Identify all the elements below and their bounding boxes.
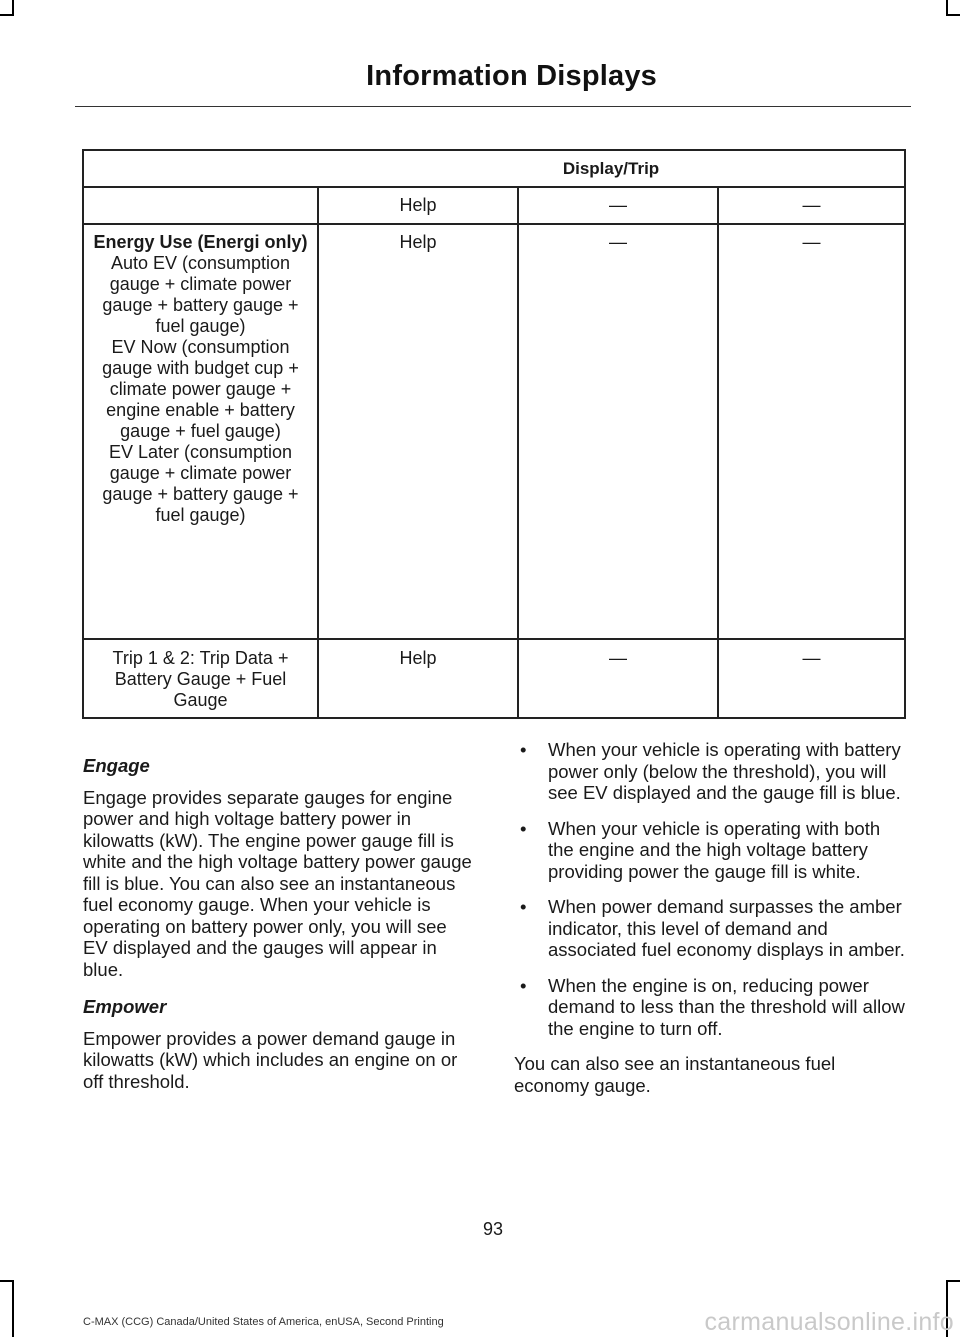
list-item bbox=[514, 975, 909, 1040]
header-divider bbox=[75, 106, 911, 107]
watermark-logo: carmanualsonline.info bbox=[704, 1308, 954, 1336]
bullet-icon: • bbox=[520, 739, 527, 760]
list-item bbox=[514, 896, 909, 961]
gauge-bullet-list bbox=[514, 739, 909, 1039]
table-cell-help: Help bbox=[318, 639, 518, 718]
bullet-text: When your vehicle is operating with both the engine and the high voltage battery providing power the gauge fill is white. bbox=[548, 817, 881, 882]
table-cell-feature bbox=[83, 224, 318, 639]
table-cell-dash: — bbox=[518, 224, 718, 639]
empower-paragraph: Empower provides a power demand gauge in kilowatts (kW) which includes an engine on or off threshold. bbox=[83, 1027, 458, 1092]
feature-title: Energy Use (Energi only) bbox=[93, 232, 308, 252]
page-title: Information Displays bbox=[366, 60, 657, 92]
list-item bbox=[514, 739, 909, 804]
crop-mark bbox=[12, 0, 14, 15]
crop-mark bbox=[946, 14, 960, 16]
bullet-text: When the engine is on, reducing power demand to less than the threshold will allow the engine to turn off. bbox=[548, 974, 905, 1039]
crop-mark bbox=[946, 0, 948, 15]
bullet-icon: • bbox=[520, 974, 527, 996]
left-column bbox=[83, 755, 475, 1108]
feature-trip: Trip 1 & 2: Trip Data + Battery Gauge + Fuel Gauge bbox=[112, 648, 289, 710]
display-trip-table bbox=[82, 149, 906, 719]
crop-mark bbox=[946, 1280, 960, 1282]
engage-heading: Engage bbox=[83, 755, 150, 776]
table-row bbox=[83, 187, 905, 224]
crop-mark bbox=[12, 1280, 14, 1337]
engage-paragraph: Engage provides separate gauges for engine power and high voltage battery power in kilowatts (kW). The engine power gauge fill is white and the high voltage battery power gauge fill is blue. You can also see an instantaneous fuel economy gauge. When your vehicle is operating on battery power only, you will see EV displayed and the gauges will appear in blue. bbox=[83, 786, 472, 980]
bullet-text: When power demand surpasses the amber indicator, this level of demand and associated fuel economy displays in amber. bbox=[548, 896, 905, 960]
table-cell-dash: — bbox=[718, 639, 905, 718]
bullet-icon: • bbox=[520, 817, 527, 839]
feature-mode-ev-now: EV Now (consumption gauge with budget cup + climate power gauge + engine enable + battery gauge + fuel gauge) bbox=[102, 337, 299, 441]
printing-info: C-MAX (CCG) Canada/United States of America, enUSA, Second Printing bbox=[83, 1316, 444, 1328]
bullet-icon: • bbox=[520, 896, 527, 917]
table-cell-help: Help bbox=[318, 224, 518, 639]
table-row bbox=[83, 224, 905, 639]
feature-mode-ev-later: EV Later (consumption gauge + climate power gauge + battery gauge + fuel gauge) bbox=[102, 442, 299, 525]
table-cell-dash: — bbox=[718, 187, 905, 224]
table-cell-feature bbox=[83, 187, 318, 224]
crop-mark bbox=[0, 14, 14, 16]
list-item bbox=[514, 818, 909, 883]
bullet-text: When your vehicle is operating with battery power only (below the threshold), you will see EV displayed and the gauge fill is blue. bbox=[548, 739, 901, 803]
empower-heading: Empower bbox=[83, 996, 167, 1017]
closing-paragraph: You can also see an instantaneous fuel economy gauge. bbox=[514, 1053, 836, 1096]
table-cell-dash: — bbox=[518, 639, 718, 718]
table-cell-dash: — bbox=[518, 187, 718, 224]
crop-mark bbox=[0, 1280, 14, 1282]
table-heading: Display/Trip bbox=[318, 150, 905, 187]
feature-mode-auto-ev: Auto EV (consumption gauge + climate power gauge + battery gauge + fuel gauge) bbox=[102, 253, 299, 336]
table-corner-cell bbox=[83, 150, 318, 187]
table-cell-dash: — bbox=[718, 224, 905, 639]
table-cell-feature bbox=[83, 639, 318, 718]
table-row bbox=[83, 639, 905, 718]
right-column bbox=[514, 739, 909, 1112]
table-cell-help: Help bbox=[318, 187, 518, 224]
page-number: 93 bbox=[482, 1219, 504, 1239]
